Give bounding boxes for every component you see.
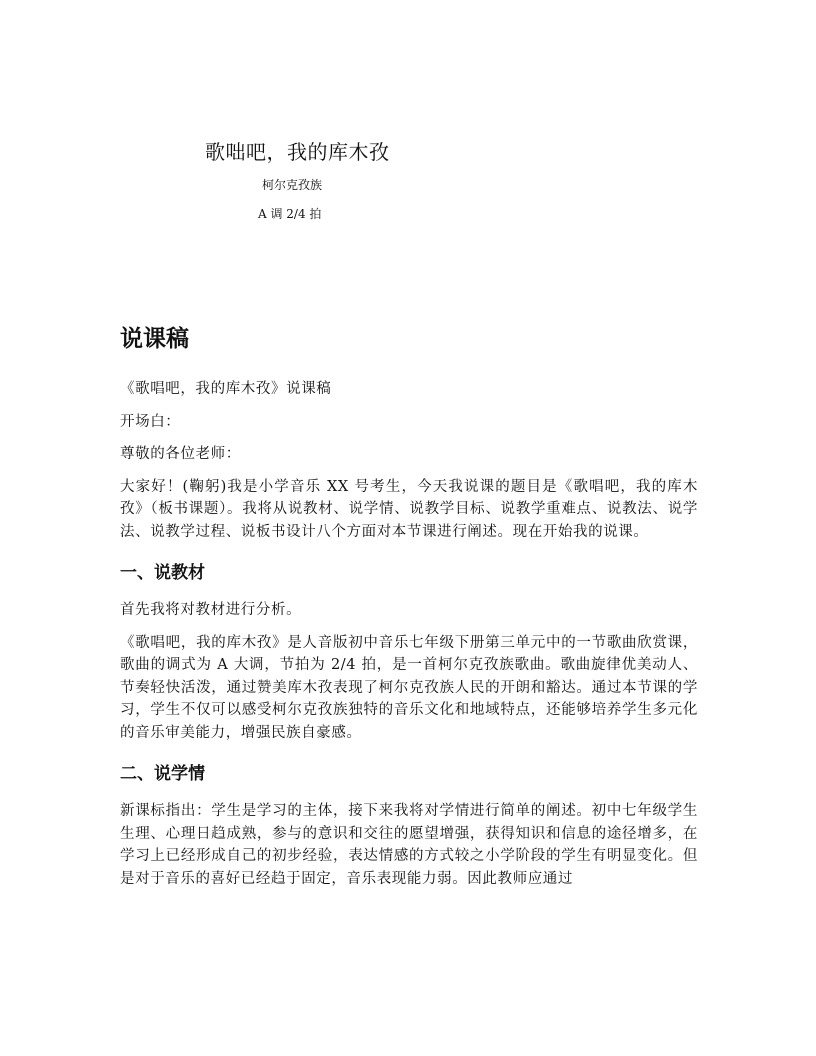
score-key-meter: A 调 2/4 拍 [258,207,322,221]
section-heading-textbook: 一、说教材 [120,563,205,583]
intro-paragraph: 大家好！(鞠躬)我是小学音乐 XX 号考生，今天我说课的题目是《歌唱吧，我的库木孜》（板书课题）。我将从说教材、说学情、说教学目标、说教学重难点、说教法、说学法、说教学过程、说板书设计八个方面对本节课进行阐述。现在开始我的说课。 [120,478,698,540]
score-title: 歌咄吧，我的库木孜 [205,140,390,164]
textbook-paragraph-2: 《歌唱吧，我的库木孜》是人音版初中音乐七年级下册第三单元中的一节歌曲欣赏课，歌曲的调式为 A 大调，节拍为 2/4 拍，是一首柯尔克孜族歌曲。歌曲旋律优美动人、节奏轻快活泼，通过赞美库木孜表现了柯尔克孜族人民的开朗和豁达。通过本节课的学习，学生不仅可以感受柯尔克孜族独特的音乐文化和地域特点，还能够培养学生多元化的音乐审美能力，增强民族自豪感。 [120,634,698,741]
document-body [120,322,698,900]
score-ethnic-label: 柯尔克孜族 [262,178,323,192]
score-image-header [0,0,816,240]
opening-label: 开场白： [120,413,181,430]
section-heading-students: 二、说学情 [120,764,205,784]
textbook-paragraph-1: 首先我将对教材进行分析。 [120,602,302,618]
students-paragraph-1: 新课标指出：学生是学习的主体，接下来我将对学情进行简单的阐述。初中七年级学生生理、心理日趋成熟，参与的意识和交往的愿望增强，获得知识和信息的途径增多，在学习上已经形成自己的初步经验，表达情感的方式较之小学阶段的学生有明显变化。但是对于音乐的喜好已经趋于固定，音乐表现能力弱。因此教师应通过 [120,803,698,887]
document-title: 说课稿 [120,326,189,352]
greeting: 尊敬的各位老师： [120,446,241,462]
document-subtitle: 《歌唱吧，我的库木孜》说课稿 [120,381,332,397]
